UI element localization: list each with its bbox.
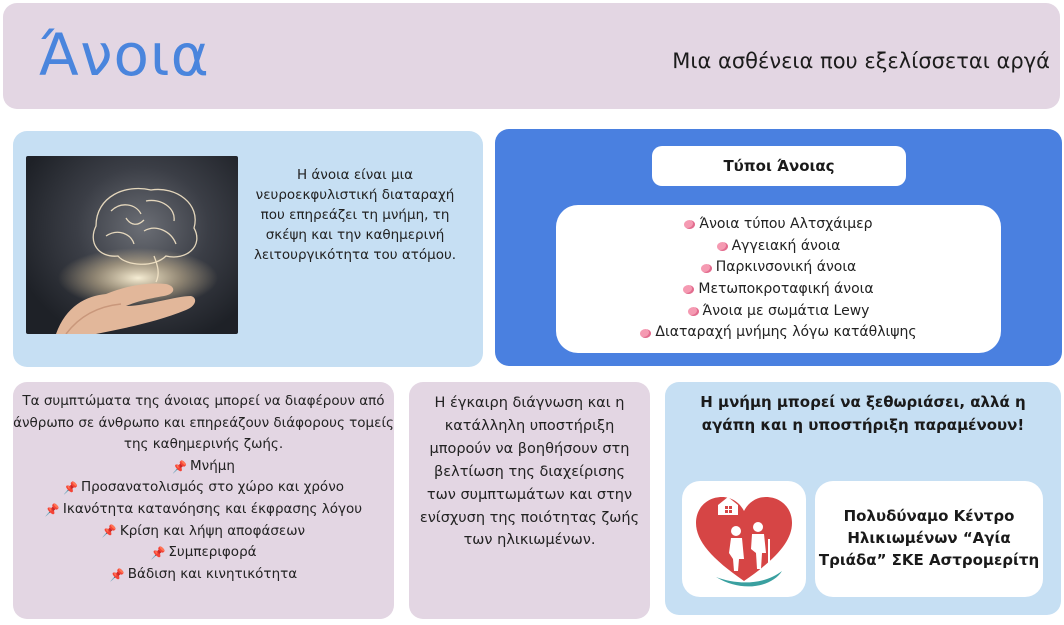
page-title: Άνοια <box>39 21 210 89</box>
pushpin-icon: 📌 <box>172 459 188 474</box>
types-title: Τύποι Άνοιας <box>652 146 906 186</box>
heart-elderly-logo <box>682 481 806 597</box>
pushpin-icon: 📌 <box>150 545 166 560</box>
list-item <box>717 236 841 258</box>
type-label: Διαταραχή μνήμης λόγω κατάθλιψης <box>655 324 917 341</box>
types-card <box>495 129 1062 366</box>
pushpin-icon: 📌 <box>109 567 125 582</box>
type-label: Αγγειακή άνοια <box>731 237 841 254</box>
symptom-label: Συμπεριφορά <box>168 544 257 561</box>
pushpin-icon: 📌 <box>101 524 117 539</box>
pushpin-icon: 📌 <box>63 481 78 496</box>
symptom-label: Μνήμη <box>190 457 235 474</box>
memory-card <box>665 382 1061 615</box>
header-banner <box>3 3 1060 109</box>
brain-icon <box>684 220 695 229</box>
list-item <box>684 214 872 236</box>
memory-quote: Η μνήμη μπορεί να ξεθωριάσει, αλλά η αγάπη και η υποστήριξη παραμένουν! <box>700 393 1026 435</box>
list-item <box>701 257 857 279</box>
symptom-label: Προσανατολισμός στο χώρο και χρόνο <box>80 479 344 496</box>
list-item <box>13 456 394 478</box>
brain-icon <box>688 307 699 316</box>
type-label: Άνοια τύπου Αλτσχάιμερ <box>699 215 873 232</box>
symptom-label: Κρίση και λήψη αποφάσεων <box>119 522 306 539</box>
brain-icon <box>683 285 694 294</box>
list-item <box>13 542 394 564</box>
pushpin-icon: 📌 <box>44 502 60 517</box>
symptoms-intro: Τα συμπτώματα της άνοιας μπορεί να διαφέρουν από άνθρωπο σε άνθρωπο και επηρεάζουν διάφορους τομείς της καθημερινής ζωής. <box>13 393 394 453</box>
symptoms-card <box>13 382 394 619</box>
types-list <box>556 205 1001 353</box>
type-label: Παρκινσονική άνοια <box>715 259 857 276</box>
diagnosis-card <box>409 382 650 619</box>
list-item <box>13 477 394 499</box>
brain-hand-image <box>26 156 238 334</box>
list-item <box>683 279 873 301</box>
page-subtitle: Μια ασθένεια που εξελίσσεται αργά <box>672 49 1050 73</box>
brain-icon <box>640 329 651 338</box>
type-label: Άνοια με σωμάτια Lewy <box>702 302 870 319</box>
list-item <box>640 322 916 344</box>
symptoms-content <box>13 391 394 585</box>
intro-card <box>13 131 483 367</box>
type-label: Μετωποκροταφική άνοια <box>698 281 874 297</box>
symptom-label: Ικανότητα κατανόησης και έκφρασης λόγου <box>62 500 363 517</box>
list-item <box>13 564 394 586</box>
diagnosis-text: Η έγκαιρη διάγνωση και η κατάλληλη υποστήριξη μπορούν να βοηθήσουν στη βελτίωση της διαχείρισης των συμπτωμάτων και στην ενίσχυση της ποιότητας ζωής των ηλικιωμένων. <box>419 395 640 549</box>
brain-icon <box>717 242 728 251</box>
center-name: Πολυδύναμο Κέντρο Ηλικιωμένων “Αγία Τριάδα” ΣΚΕ Αστρομερίτη <box>815 481 1043 597</box>
intro-text: Η άνοια είναι μια νευροεκφυλιστική διαταραχή που επηρεάζει τη μνήμη, τη σκέψη και την καθημερινή λειτουργικότητα του ατόμου. <box>253 167 457 263</box>
list-item <box>13 521 394 543</box>
brain-icon <box>701 264 712 273</box>
list-item <box>13 499 394 521</box>
symptom-label: Βάδιση και κινητικότητα <box>127 565 298 582</box>
list-item <box>688 301 870 323</box>
